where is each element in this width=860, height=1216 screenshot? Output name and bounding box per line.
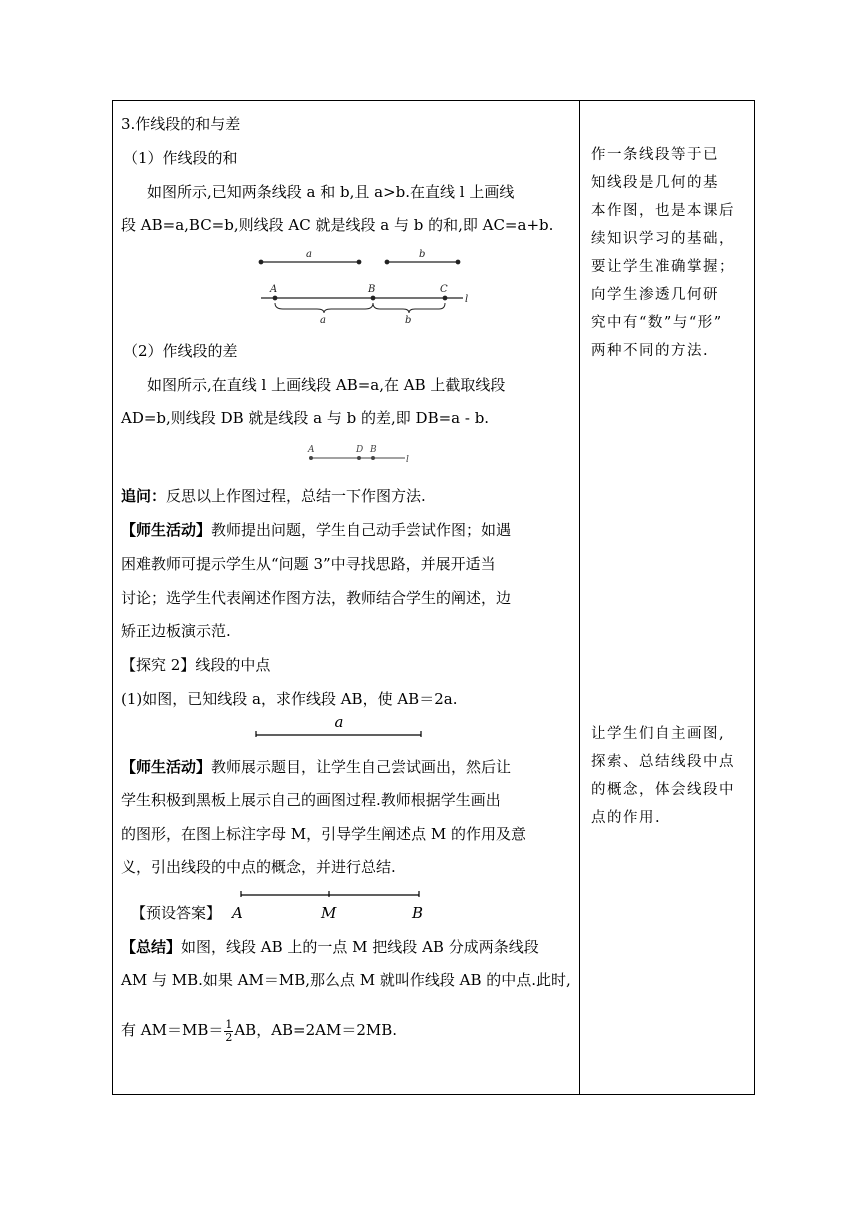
fig1-label-l: l <box>465 294 469 305</box>
summary-eq-prefix: 有 AM＝MB＝ <box>121 1021 224 1039</box>
explore2-heading <box>121 655 270 675</box>
summary-line1 <box>121 937 539 957</box>
summary-eq-suffix: AB，AB=2AM＝2MB. <box>234 1021 398 1039</box>
fig1-label-A: A <box>270 284 278 295</box>
note2-line3: 的概念，体会线段中 <box>591 782 735 798</box>
note1-line5: 要让学生准确掌握； <box>591 259 735 275</box>
activity2-label: 【师生活动】 <box>121 758 212 776</box>
subheading-difference: （2）作线段的差 <box>123 342 238 360</box>
fig4-label-B: B <box>412 904 424 922</box>
summary-text: 如图，线段 AB 上的一点 M 把线段 AB 分成两条线段 <box>181 938 539 956</box>
note1-line1: 作一条线段等于已 <box>591 147 719 163</box>
figure-midpoint <box>231 883 431 925</box>
fraction-denominator: 2 <box>225 1030 233 1044</box>
activity1-line3: 讨论；选学生代表阐述作图方法，教师结合学生的阐述，边 <box>121 589 512 607</box>
figure-segment-difference <box>305 441 417 469</box>
para-diff-line2: AD=b,则线段 DB 就是线段 a 与 b 的差,即 DB=a - b. <box>121 409 490 427</box>
figure-segment-sum <box>253 243 473 328</box>
summary-line3 <box>121 1014 397 1046</box>
lesson-table <box>112 100 755 1095</box>
note2-line1: 让学生们自主画图, <box>591 726 726 742</box>
fig1-label-a: a <box>306 249 312 260</box>
activity1-line4: 矫正边板演示范. <box>121 622 231 640</box>
para-diff-line1: 如图所示,在直线 l 上画线段 AB=a,在 AB 上截取线段 <box>147 376 506 394</box>
summary-line2: AM 与 MB.如果 AM＝MB,那么点 M 就叫作线段 AB 的中点.此时, <box>121 971 571 989</box>
note1-line3: 本作图，也是本课后 <box>591 203 735 219</box>
fig2-label-l: l <box>406 455 409 465</box>
activity1-label: 【师生活动】 <box>121 521 212 539</box>
activity2-line4: 义，引出线段的中点的概念，并进行总结. <box>121 858 396 876</box>
explore2-text: 线段的中点 <box>195 656 271 674</box>
activity2-text: 教师展示题目，让学生自己尝试画出，然后让 <box>211 758 512 776</box>
main-cell <box>113 101 579 1094</box>
figure-segment-a <box>251 711 431 741</box>
fig1-label-B: B <box>368 284 376 295</box>
activity1-text: 教师提出问题，学生自己动手尝试作图；如遇 <box>211 521 512 539</box>
activity2-line2: 学生积极到黑板上展示自己的画图过程.教师根据学生画出 <box>121 791 501 809</box>
fig1-label-b: b <box>419 249 426 260</box>
follow-up-question <box>121 486 426 506</box>
note2-line2: 探索、总结线段中点 <box>591 754 735 770</box>
note2-line4: 点的作用. <box>591 810 662 826</box>
fraction-numerator: 1 <box>225 1017 233 1031</box>
activity2-line3: 的图形，在图上标注字母 M，引导学生阐述点 M 的作用及意 <box>121 825 527 843</box>
activity1-line1 <box>121 520 511 540</box>
explore2-label: 【探究 2】 <box>121 656 196 674</box>
follow-up-label: 追问： <box>121 487 167 505</box>
fig4-label-M: M <box>321 904 337 922</box>
note1-line4: 续知识学习的基础， <box>591 231 735 247</box>
note1-line2: 知线段是几何的基 <box>591 175 719 191</box>
activity1-line2: 困难教师可提示学生从“问题 3”中寻找思路，并展开适当 <box>121 555 496 573</box>
section-heading: 3.作线段的和与差 <box>121 115 241 133</box>
fraction-one-half <box>224 1019 233 1044</box>
summary-label: 【总结】 <box>121 938 182 956</box>
fig3-label-a: a <box>334 713 344 731</box>
fig2-label-A: A <box>308 445 315 455</box>
fig2-label-B: B <box>370 445 377 455</box>
para-sum-line1: 如图所示,已知两条线段 a 和 b,且 a>b.在直线 l 上画线 <box>147 183 515 201</box>
follow-up-text: 反思以上作图过程，总结一下作图方法. <box>166 487 426 505</box>
activity2-line1 <box>121 757 511 777</box>
note1-line7: 究中有“数”与“形” <box>591 315 723 331</box>
fig1-brace-b: b <box>405 315 412 326</box>
fig2-label-D: D <box>356 445 364 455</box>
fig4-label-A: A <box>232 904 243 922</box>
fig1-brace-a: a <box>320 315 326 326</box>
note1-line8: 两种不同的方法. <box>591 343 710 359</box>
fig1-label-C: C <box>440 284 448 295</box>
note1-line6: 向学生渗透几何研 <box>591 287 719 303</box>
para-sum-line2: 段 AB=a,BC=b,则线段 AC 就是线段 a 与 b 的和,即 AC=a+b. <box>121 216 554 234</box>
subheading-sum: （1）作线段的和 <box>123 149 238 167</box>
task-text: (1)如图，已知线段 a，求作线段 AB，使 AB＝2a. <box>121 690 458 708</box>
preset-answer-label: 【预设答案】 <box>131 904 222 922</box>
notes-cell <box>580 101 754 1094</box>
